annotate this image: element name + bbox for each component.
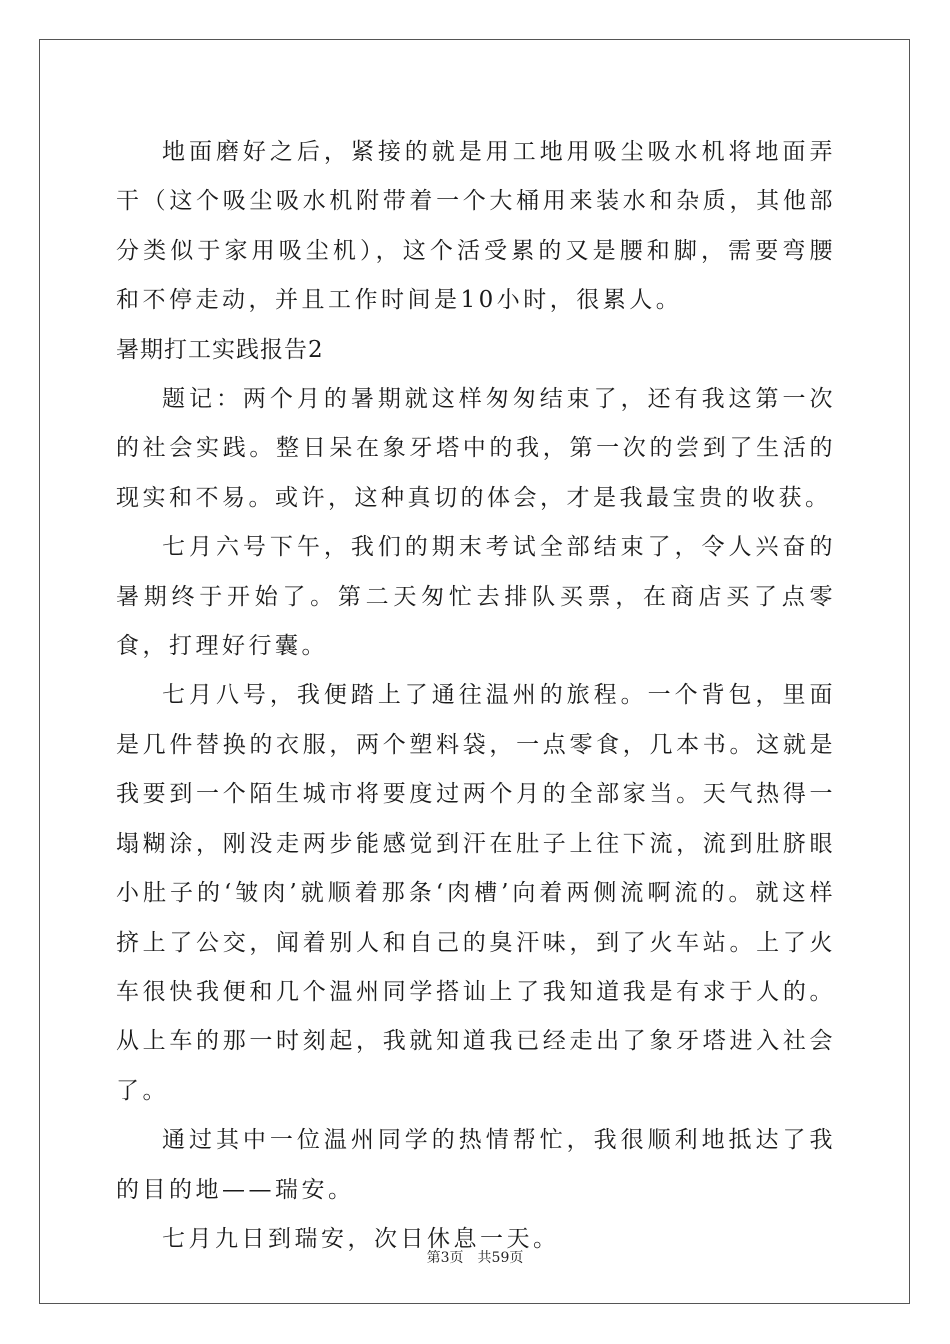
paragraph-epigraph: 题记：两个月的暑期就这样匆匆结束了，还有我这第一次的社会实践。整日呆在象牙塔中的我，第一次的尝到了生活的现实和不易。或许，这种真切的体会，才是我最宝贵的收获。 [116, 386, 836, 511]
paragraph-july-ninth: 七月九日到瑞安，次日休息一天。 [162, 1225, 560, 1252]
paragraph-july-eighth: 七月八号，我便踏上了通往温州的旅程。一个背包，里面是几件替换的衣服，两个塑料袋，一点零食，几本书。这就是我要到一个陌生城市将要度过两个月的全部家当。天气热得一塌糊涂，刚没走两步能感觉到汗在肚子上往下流，流到肚脐眼小肚子的‘皱肉’就顺着那条‘肉槽’向着两侧流啊流的。就这样挤上了公交，闻着别人和自己的臭汗味，到了火车站。上了火车很快我便和几个温州同学搭讪上了我知道我是有求于人的。从上车的那一时刻起，我就知道我已经走出了象牙塔进入社会了。 [116, 682, 836, 1104]
paragraph-arrival: 通过其中一位温州同学的热情帮忙，我很顺利地抵达了我的目的地——瑞安。 [116, 1127, 836, 1203]
page-footer [0, 1247, 950, 1267]
page-total: 共59页 [477, 1250, 524, 1266]
page-number: 第3页 [426, 1250, 464, 1266]
document-body [116, 128, 836, 1264]
paragraph-july-sixth: 七月六号下午，我们的期末考试全部结束了，令人兴奋的暑期终于开始了。第二天匆忙去排队买票，在商店买了点零食，打理好行囊。 [116, 534, 836, 660]
section-heading: 暑期打工实践报告2 [116, 336, 324, 363]
paragraph-floor-drying: 地面磨好之后，紧接的就是用工地用吸尘吸水机将地面弄干（这个吸尘吸水机附带着一个大桶用来装水和杂质，其他部分类似于家用吸尘机），这个活受累的又是腰和脚，需要弯腰和不停走动，并且工作时间是10小时，很累人。 [116, 139, 836, 314]
